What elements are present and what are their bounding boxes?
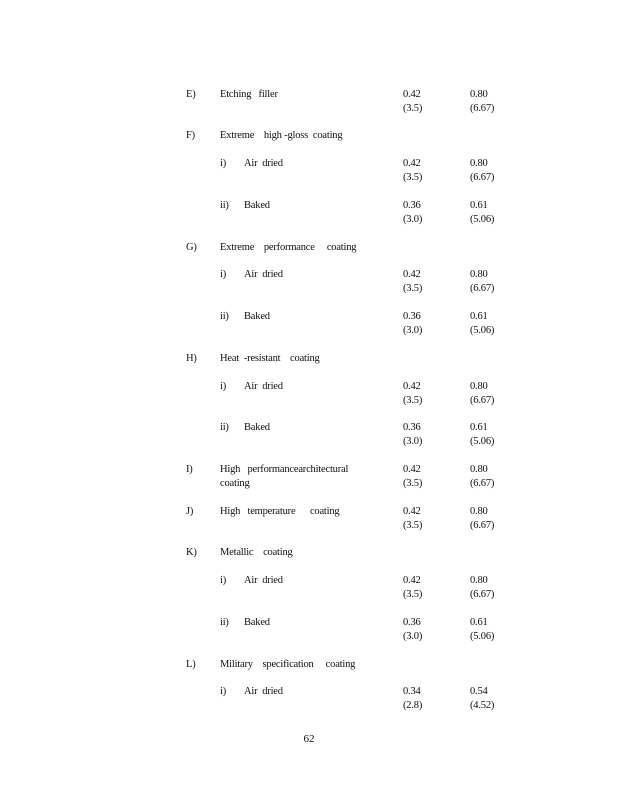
value-2: 0.80 (470, 269, 488, 280)
section-letter: K) (186, 547, 197, 558)
value-1: 0.36 (403, 200, 421, 211)
value-2: 0.54 (470, 686, 488, 697)
value-2-paren: (4.52) (470, 700, 495, 711)
subsection-numeral: i) (220, 575, 227, 586)
value-2-paren: (6.67) (470, 589, 495, 600)
section-title: Heat -resistant coating (220, 353, 320, 364)
value-1-paren: (3.5) (403, 478, 423, 489)
value-1-paren: (3.5) (403, 589, 423, 600)
value-2: 0.80 (470, 381, 488, 392)
value-1: 0.42 (403, 575, 421, 586)
value-2: 0.80 (470, 575, 488, 586)
subsection-row (0, 685, 618, 713)
section-g (0, 241, 618, 269)
subsection-label: Air dried (244, 686, 283, 697)
subsection-numeral: ii) (220, 422, 229, 433)
value-1: 0.42 (403, 89, 421, 100)
section-letter: H) (186, 353, 197, 364)
subsection-row (0, 574, 618, 602)
value-1-paren: (3.0) (403, 631, 423, 642)
value-1-paren: (3.5) (403, 172, 423, 183)
section-j (0, 505, 618, 533)
value-2: 0.80 (470, 464, 488, 475)
value-1-paren: (3.0) (403, 214, 423, 225)
subsection-numeral: ii) (220, 311, 229, 322)
subsection-row (0, 421, 618, 449)
value-2-paren: (5.06) (470, 214, 495, 225)
subsection-label: Baked (244, 311, 270, 322)
section-letter: F) (186, 130, 195, 141)
value-1: 0.42 (403, 464, 421, 475)
subsection-label: Air dried (244, 381, 283, 392)
value-1: 0.42 (403, 381, 421, 392)
value-1-paren: (3.0) (403, 436, 423, 447)
value-1-paren: (3.5) (403, 520, 423, 531)
value-1-paren: (2.8) (403, 700, 423, 711)
value-2-paren: (5.06) (470, 436, 495, 447)
subsection-label: Baked (244, 617, 270, 628)
value-1: 0.36 (403, 617, 421, 628)
section-e (0, 88, 618, 116)
value-2-paren: (6.67) (470, 478, 495, 489)
subsection-row (0, 268, 618, 296)
value-2: 0.61 (470, 617, 488, 628)
value-2-paren: (6.67) (470, 172, 495, 183)
value-1-paren: (3.0) (403, 325, 423, 336)
subsection-label: Air dried (244, 269, 283, 280)
value-1: 0.42 (403, 158, 421, 169)
value-2-paren: (6.67) (470, 395, 495, 406)
section-h (0, 352, 618, 380)
subsection-label: Baked (244, 200, 270, 211)
subsection-row (0, 157, 618, 185)
subsection-numeral: ii) (220, 200, 229, 211)
value-1-paren: (3.5) (403, 395, 423, 406)
value-2: 0.61 (470, 422, 488, 433)
value-2-paren: (6.67) (470, 103, 495, 114)
value-2-paren: (6.67) (470, 520, 495, 531)
section-title: Extreme high -gloss coating (220, 130, 343, 141)
subsection-numeral: ii) (220, 617, 229, 628)
value-2: 0.80 (470, 89, 488, 100)
value-1: 0.36 (403, 311, 421, 322)
section-i (0, 463, 618, 491)
value-2-paren: (6.67) (470, 283, 495, 294)
subsection-numeral: i) (220, 686, 227, 697)
value-2: 0.80 (470, 158, 488, 169)
value-1: 0.42 (403, 506, 421, 517)
subsection-numeral: i) (220, 158, 227, 169)
value-2: 0.61 (470, 200, 488, 211)
subsection-label: Air dried (244, 575, 283, 586)
section-k (0, 546, 618, 574)
subsection-numeral: i) (220, 381, 227, 392)
value-1: 0.36 (403, 422, 421, 433)
subsection-row (0, 616, 618, 644)
section-letter: L) (186, 659, 196, 670)
section-l (0, 658, 618, 686)
section-title: High temperature coating (220, 506, 340, 517)
subsection-row (0, 199, 618, 227)
section-letter: G) (186, 242, 197, 253)
section-letter: J) (186, 506, 194, 517)
section-title: Etching filler (220, 89, 278, 100)
page-number: 62 (303, 733, 315, 745)
section-f (0, 129, 618, 157)
value-2: 0.80 (470, 506, 488, 517)
subsection-numeral: i) (220, 269, 227, 280)
section-title: High performancearchitectural (220, 464, 349, 475)
value-1: 0.34 (403, 686, 421, 697)
value-1-paren: (3.5) (403, 283, 423, 294)
section-title: Military specification coating (220, 659, 356, 670)
section-title: Extreme performance coating (220, 242, 357, 253)
value-2-paren: (5.06) (470, 631, 495, 642)
value-2-paren: (5.06) (470, 325, 495, 336)
value-1-paren: (3.5) (403, 103, 423, 114)
subsection-row (0, 310, 618, 338)
subsection-label: Baked (244, 422, 270, 433)
value-1: 0.42 (403, 269, 421, 280)
subsection-label: Air dried (244, 158, 283, 169)
section-letter: E) (186, 89, 196, 100)
subsection-row (0, 380, 618, 408)
value-2: 0.61 (470, 311, 488, 322)
section-letter: I) (186, 464, 193, 475)
section-title-continued: coating (220, 478, 250, 489)
section-title: Metallic coating (220, 547, 293, 558)
